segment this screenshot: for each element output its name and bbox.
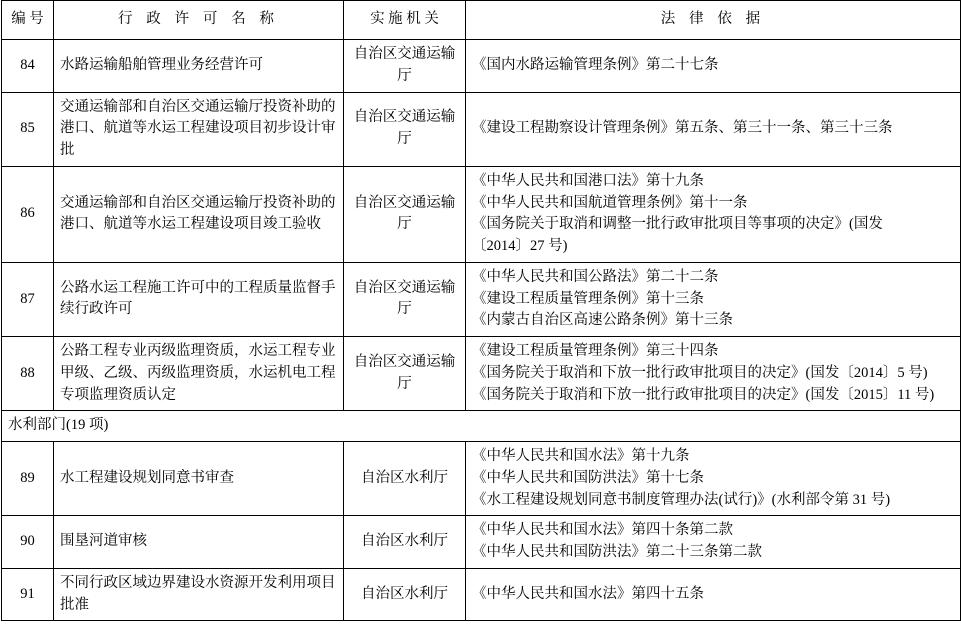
cell-organ: 自治区水利厅 bbox=[344, 516, 466, 569]
cell-number: 88 bbox=[2, 337, 54, 411]
table-row bbox=[2, 568, 961, 621]
table-header bbox=[2, 1, 961, 40]
table-row bbox=[2, 166, 961, 262]
cell-legal-basis bbox=[466, 40, 961, 93]
cell-number: 89 bbox=[2, 442, 54, 516]
legal-basis-line: 《中华人民共和国港口法》第十九条 bbox=[472, 172, 704, 189]
cell-organ: 自治区交通运输厅 bbox=[344, 262, 466, 336]
permit-name-text: 交通运输部和自治区交通运输厅投资补助的港口、航道等水运工程建设项目竣工验收 bbox=[60, 194, 336, 233]
cell-permit-name bbox=[54, 92, 344, 166]
cell-legal-basis bbox=[466, 337, 961, 411]
permit-name-text: 公路工程专业丙级监理资质，水运工程专业甲级、乙级、丙级监理资质，水运机电工程专项监理资质认定 bbox=[60, 343, 336, 403]
header-organ: 实 施 机 关 bbox=[344, 1, 466, 40]
legal-basis-line: 《中华人民共和国航道管理条例》第十一条 bbox=[472, 194, 748, 211]
legal-basis-line: 〔2014〕27 号) bbox=[472, 238, 568, 254]
permit-name-text: 交通运输部和自治区交通运输厅投资补助的港口、航道等水运工程建设项目初步设计审批 bbox=[60, 98, 336, 158]
table-row bbox=[2, 337, 961, 411]
cell-permit-name bbox=[54, 40, 344, 93]
legal-basis-line: 《中华人民共和国公路法》第二十二条 bbox=[472, 268, 719, 285]
administrative-permit-table bbox=[1, 0, 961, 621]
table-row bbox=[2, 516, 961, 569]
legal-basis-line: 《国务院关于取消和调整一批行政审批项目等事项的决定》(国发 bbox=[472, 216, 883, 233]
legal-basis-line: 《中华人民共和国水法》第十九条 bbox=[472, 448, 690, 464]
cell-permit-name bbox=[54, 337, 344, 411]
cell-permit-name bbox=[54, 166, 344, 262]
cell-legal-basis bbox=[466, 442, 961, 516]
cell-number: 87 bbox=[2, 262, 54, 336]
cell-number: 84 bbox=[2, 40, 54, 93]
header-basis: 法 律 依 据 bbox=[466, 1, 961, 40]
header-row bbox=[2, 1, 961, 40]
cell-legal-basis bbox=[466, 516, 961, 569]
legal-basis-line: 《建设工程质量管理条例》第三十四条 bbox=[472, 343, 719, 359]
legal-basis-line: 《建设工程质量管理条例》第十三条 bbox=[472, 290, 704, 307]
cell-legal-basis bbox=[466, 262, 961, 336]
table-row bbox=[2, 92, 961, 166]
cell-permit-name bbox=[54, 568, 344, 621]
section-row bbox=[2, 411, 961, 442]
cell-organ: 自治区交通运输厅 bbox=[344, 40, 466, 93]
legal-basis-line: 《国务院关于取消和下放一批行政审批项目的决定》(国发〔2014〕5 号) bbox=[472, 364, 928, 381]
legal-basis-line: 《建设工程勘察设计管理条例》第五条、第三十一条、第三十三条 bbox=[472, 120, 893, 137]
table-row bbox=[2, 262, 961, 336]
cell-number: 86 bbox=[2, 166, 54, 262]
permit-name-text: 不同行政区域边界建设水资源开发利用项目批准 bbox=[60, 574, 336, 613]
cell-number: 91 bbox=[2, 568, 54, 621]
cell-permit-name bbox=[54, 516, 344, 569]
cell-organ: 自治区交通运输厅 bbox=[344, 337, 466, 411]
cell-legal-basis bbox=[466, 92, 961, 166]
legal-basis-line: 《内蒙古自治区高速公路条例》第十三条 bbox=[472, 312, 733, 329]
permit-name-text: 水路运输船舶管理业务经营许可 bbox=[60, 56, 263, 73]
cell-number: 90 bbox=[2, 516, 54, 569]
legal-basis-line: 《国内水路运输管理条例》第二十七条 bbox=[472, 56, 719, 73]
cell-organ: 自治区水利厅 bbox=[344, 442, 466, 516]
legal-basis-line: 《中华人民共和国水法》第四十条第二款 bbox=[472, 522, 733, 539]
cell-legal-basis bbox=[466, 166, 961, 262]
permit-name-text: 围垦河道审核 bbox=[60, 533, 147, 550]
cell-permit-name bbox=[54, 442, 344, 516]
header-number: 编 号 bbox=[2, 1, 54, 40]
legal-basis-line: 《国务院关于取消和下放一批行政审批项目的决定》(国发〔2015〕11 号) bbox=[472, 386, 935, 403]
cell-organ: 自治区水利厅 bbox=[344, 568, 466, 621]
cell-organ: 自治区交通运输厅 bbox=[344, 92, 466, 166]
permit-name-text: 公路水运工程施工许可中的工程质量监督手续行政许可 bbox=[60, 279, 336, 318]
table-row bbox=[2, 442, 961, 516]
legal-basis-line: 《中华人民共和国防洪法》第十七条 bbox=[472, 469, 704, 486]
legal-basis-line: 《中华人民共和国防洪法》第二十三条第二款 bbox=[472, 544, 762, 560]
legal-basis-line: 《中华人民共和国水法》第四十五条 bbox=[472, 585, 704, 602]
cell-organ: 自治区交通运输厅 bbox=[344, 166, 466, 262]
permit-name-text: 水工程建设规划同意书审查 bbox=[60, 469, 234, 486]
header-name: 行 政 许 可 名 称 bbox=[54, 1, 344, 40]
legal-basis-line: 《水工程建设规划同意书制度管理办法(试行)》(水利部令第 31 号) bbox=[472, 491, 891, 508]
cell-number: 85 bbox=[2, 92, 54, 166]
cell-permit-name bbox=[54, 262, 344, 336]
table-row bbox=[2, 40, 961, 93]
cell-legal-basis bbox=[466, 568, 961, 621]
section-title: 水利部门(19 项) bbox=[2, 411, 961, 442]
table-body bbox=[2, 40, 961, 621]
